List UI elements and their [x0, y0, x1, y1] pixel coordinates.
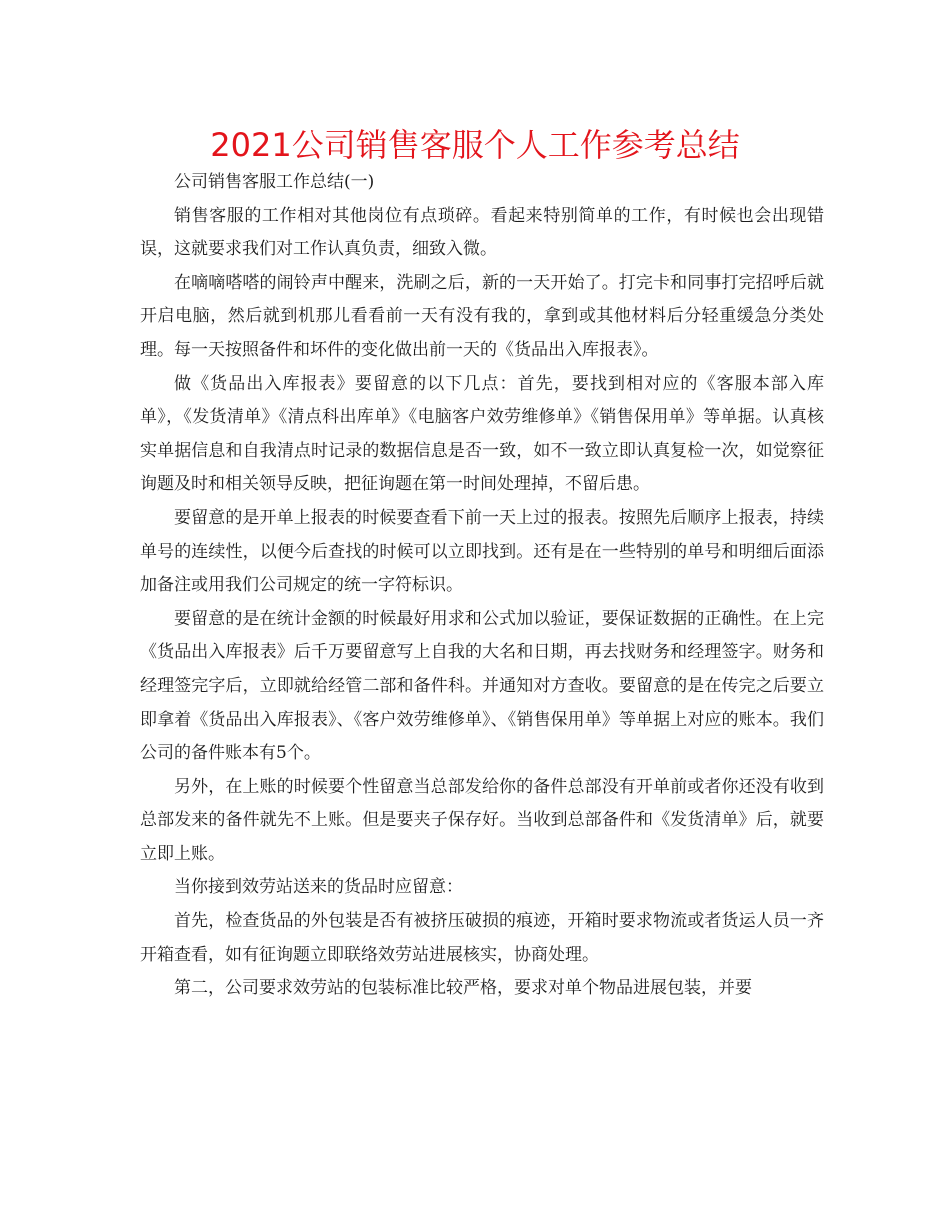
document-body [140, 166, 824, 1006]
paragraph: 首先，检查货品的外包装是否有被挤压破损的痕迹，开箱时要求物流或者货运人员一齐开箱查看，如有征询题立即联络效劳站进展核实，协商处理。 [140, 911, 824, 965]
paragraph: 要留意的是开单上报表的时候要查看下前一天上过的报表。按照先后顺序上报表，持续单号的连续性，以便今后查找的时候可以立即找到。还有是在一些特别的单号和明细后面添加备注或用我们公司规定的统一字符标识。 [140, 507, 824, 596]
paragraph: 要留意的是在统计金额的时候最好用求和公式加以验证，要保证数据的正确性。在上完《货品出入库报表》后千万要留意写上自我的大名和日期，再去找财务和经理签字。财务和经理签完字后，立即就给经管二部和备件科。并通知对方查收。要留意的是在传完之后要立即拿着《货品出入库报表》、《客户效劳维修单》、《销售保用单》等单据上对应的账本。我们公司的备件账本有5个。 [140, 608, 824, 764]
paragraph: 当你接到效劳站送来的货品时应留意： [174, 877, 463, 898]
paragraph: 做《货品出入库报表》要留意的以下几点：首先，要找到相对应的《客服本部入库单》，《发货清单》《清点科出库单》《电脑客户效劳维修单》《销售保用单》等单据。认真核实单据信息和自我清点时记录的数据信息是否一致，如不一致立即认真复检一次，如觉察征询题及时和相关领导反映，把征询题在第一时间处理掉，不留后患。 [140, 373, 824, 495]
paragraph: 在嘀嘀嗒嗒的闹铃声中醒来，洗刷之后，新的一天开始了。打完卡和同事打完招呼后就开启电脑，然后就到机那儿看看前一天有没有我的，拿到或其他材料后分轻重缓急分类处理。每一天按照备件和坏件的变化做出前一天的《货品出入库报表》。 [140, 272, 824, 360]
paragraph: 销售客服的工作相对其他岗位有点琐碎。看起来特别简单的工作，有时候也会出现错误，这就要求我们对工作认真负责，细致入微。 [140, 205, 824, 260]
document-title: 2021公司销售客服个人工作参考总结 [210, 126, 740, 164]
paragraph: 另外，在上账的时候要个性留意当总部发给你的备件总部没有开单前或者你还没有收到总部发来的备件就先不上账。但是要夹子保存好。当收到总部备件和《发货清单》后，就要立即上账。 [140, 776, 824, 864]
paragraph-subtitle: 公司销售客服工作总结(一) [174, 172, 375, 192]
paragraph: 第二，公司要求效劳站的包装标准比较严格，要求对单个物品进展包装，并要 [174, 978, 752, 999]
